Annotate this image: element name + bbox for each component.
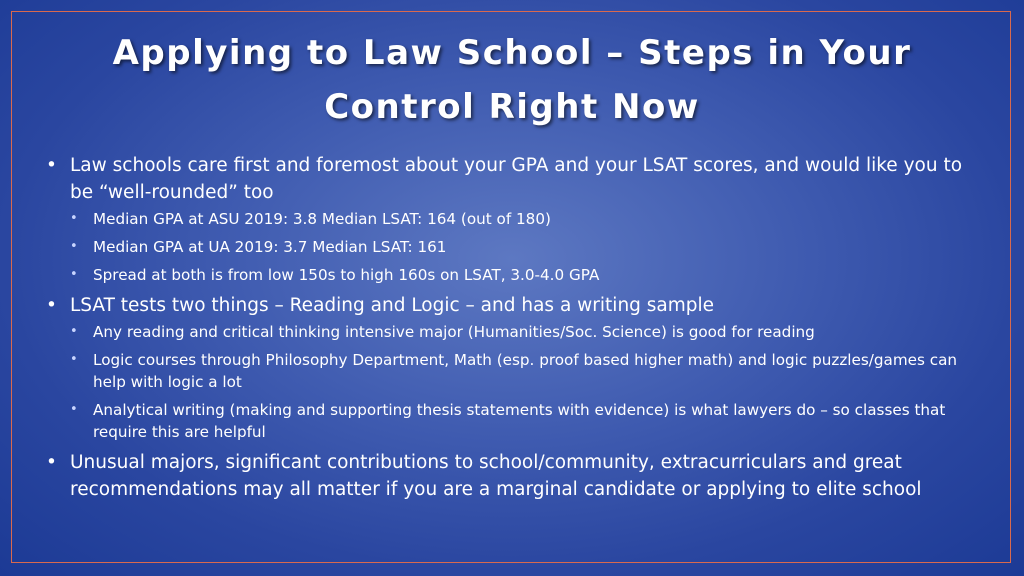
bullet-list [46, 152, 976, 505]
bullet-dot-icon: • [46, 295, 57, 316]
sub-bullet-text: Analytical writing (making and supporting thesis statements with evidence) is what lawyers do – so classes that require this are helpful [93, 401, 946, 441]
sub-bullet-text: Spread at both is from low 150s to high 160s on LSAT, 3.0-4.0 GPA [93, 266, 600, 284]
sub-bullet-text: Median GPA at UA 2019: 3.7 Median LSAT: 161 [93, 238, 447, 256]
bullet-text: Law schools care first and foremost about your GPA and your LSAT scores, and would like you to be “well-rounded” too [70, 155, 963, 203]
sub-bullet-text: Logic courses through Philosophy Department, Math (esp. proof based higher math) and logic puzzles/games can help with logic a lot [93, 351, 957, 391]
bullet-dot-icon: • [70, 239, 78, 254]
sub-bullet-text: Median GPA at ASU 2019: 3.8 Median LSAT: 164 (out of 180) [93, 210, 551, 228]
bullet-dot-icon: • [70, 324, 78, 339]
slide-title [40, 26, 984, 134]
sub-bullet-item [70, 399, 976, 443]
bullet-dot-icon: • [70, 267, 78, 282]
bullet-dot-icon: • [70, 402, 78, 417]
bullet-text: Unusual majors, significant contributions to school/community, extracurriculars and great recommendations may all matter if you are a marginal candidate or applying to elite school [70, 452, 922, 500]
sub-bullet-text: Any reading and critical thinking intensive major (Humanities/Soc. Science) is good for reading [93, 323, 815, 341]
title-line-1: Applying to Law School – Steps in Your [112, 33, 912, 73]
sub-bullet-item [70, 321, 976, 343]
bullet-text: LSAT tests two things – Reading and Logic – and has a writing sample [70, 295, 715, 316]
bullet-item [46, 152, 976, 206]
sub-bullet-item [70, 264, 976, 286]
sub-bullet-item [70, 236, 976, 258]
bullet-dot-icon: • [46, 452, 57, 473]
bullet-dot-icon: • [46, 155, 57, 176]
sub-bullet-item [70, 349, 976, 393]
sub-bullet-item [70, 208, 976, 230]
title-line-2: Control Right Now [324, 87, 700, 127]
bullet-item [46, 292, 976, 319]
bullet-dot-icon: • [70, 211, 78, 226]
bullet-dot-icon: • [70, 352, 78, 367]
bullet-item [46, 449, 976, 503]
